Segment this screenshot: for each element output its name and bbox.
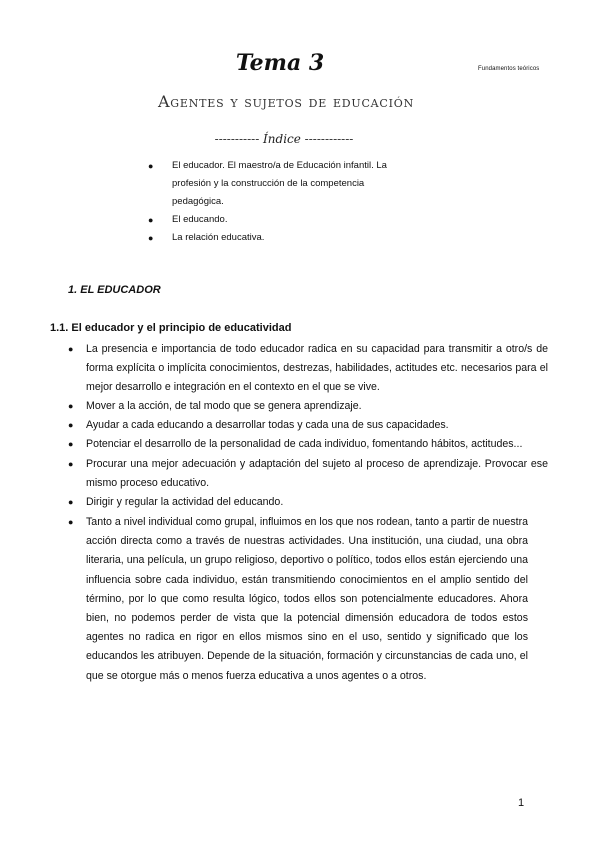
- toc-item-text: El educador. El maestro/a de Educación infantil. La profesión y la construcción de la competencia pedagógica.: [172, 160, 387, 207]
- list-item: [68, 340, 548, 398]
- bullet-icon: ●: [148, 161, 154, 171]
- list-item-text: Potenciar el desarrollo de la personalidad de cada individuo, fomentando hábitos, actitudes...: [86, 438, 523, 450]
- index-title: ----------- Índice ------------: [214, 132, 354, 146]
- bullet-icon: ●: [148, 215, 154, 225]
- header-note: Fundamentos teóricos: [478, 66, 540, 72]
- bullet-icon: ●: [68, 401, 74, 411]
- bullet-icon: ●: [68, 497, 74, 507]
- toc-item: [148, 229, 398, 247]
- list-item: [68, 455, 548, 493]
- list-item-text: Procurar una mejor adecuación y adaptación del sujeto al proceso de aprendizaje. Provocar ese mismo proceso educativo.: [86, 458, 548, 490]
- page-number: 1: [518, 797, 525, 809]
- list-item: [68, 416, 548, 435]
- toc-item: [148, 211, 398, 229]
- list-item: [68, 397, 548, 416]
- bullet-icon: ●: [68, 459, 74, 469]
- list-item-text: Mover a la acción, de tal modo que se genera aprendizaje.: [86, 400, 362, 412]
- subtitle: Agentes y sujetos de educación: [157, 92, 415, 111]
- list-item-text: Dirigir y regular la actividad del educando.: [86, 496, 284, 508]
- bullet-icon: ●: [68, 439, 74, 449]
- list-item-text: Tanto a nivel individual como grupal, influimos en los que nos rodean, tanto a partir de nuestra acción directa como a través de nuestras actividades. Una institución, una ciudad, una obra literaria, una película, un grupo religioso, deportivo o político, todos ellos están ejerciendo una influencia sobre cada individuo, están transmitiendo conocimientos en el amplio sentido del término, por lo que como resulta lógico, todos ellos son potencialmente educadores. Ahora bien, no podemos perder de vista que la potencial dimensión educadora de todos estos agentes no radica en rigor en ellos mismos sino en el uso, sentido y significado que los educandos les atribuyen. Depende de la situación, formación y circunstancias de cada uno, el que se otorgue más o menos fuerza educativa a unos agentes o a otros.: [86, 516, 528, 682]
- section-heading: 1. EL EDUCADOR: [68, 284, 161, 296]
- list-item: [68, 435, 548, 454]
- page-title: Tema 3: [235, 50, 325, 76]
- toc-item-text: El educando.: [172, 214, 228, 225]
- list-item-text: La presencia e importancia de todo educador radica en su capacidad para transmitir a otro/s de forma explícita o implícita conocimientos, destrezas, habilidades, actitudes etc. necesarios para el mejor desarrollo e integración en el contexto en el que se vive.: [86, 343, 548, 394]
- bullet-icon: ●: [68, 344, 74, 354]
- toc-item: [148, 157, 398, 211]
- bullet-icon: ●: [68, 517, 74, 527]
- bullet-icon: ●: [68, 420, 74, 430]
- bullet-icon: ●: [148, 233, 154, 243]
- toc-item-text: La relación educativa.: [172, 232, 265, 243]
- subsection-heading: 1.1. El educador y el principio de educatividad: [50, 322, 292, 334]
- list-item-text: Ayudar a cada educando a desarrollar todas y cada una de sus capacidades.: [86, 419, 449, 431]
- list-item: [68, 513, 528, 686]
- list-item: [68, 493, 548, 512]
